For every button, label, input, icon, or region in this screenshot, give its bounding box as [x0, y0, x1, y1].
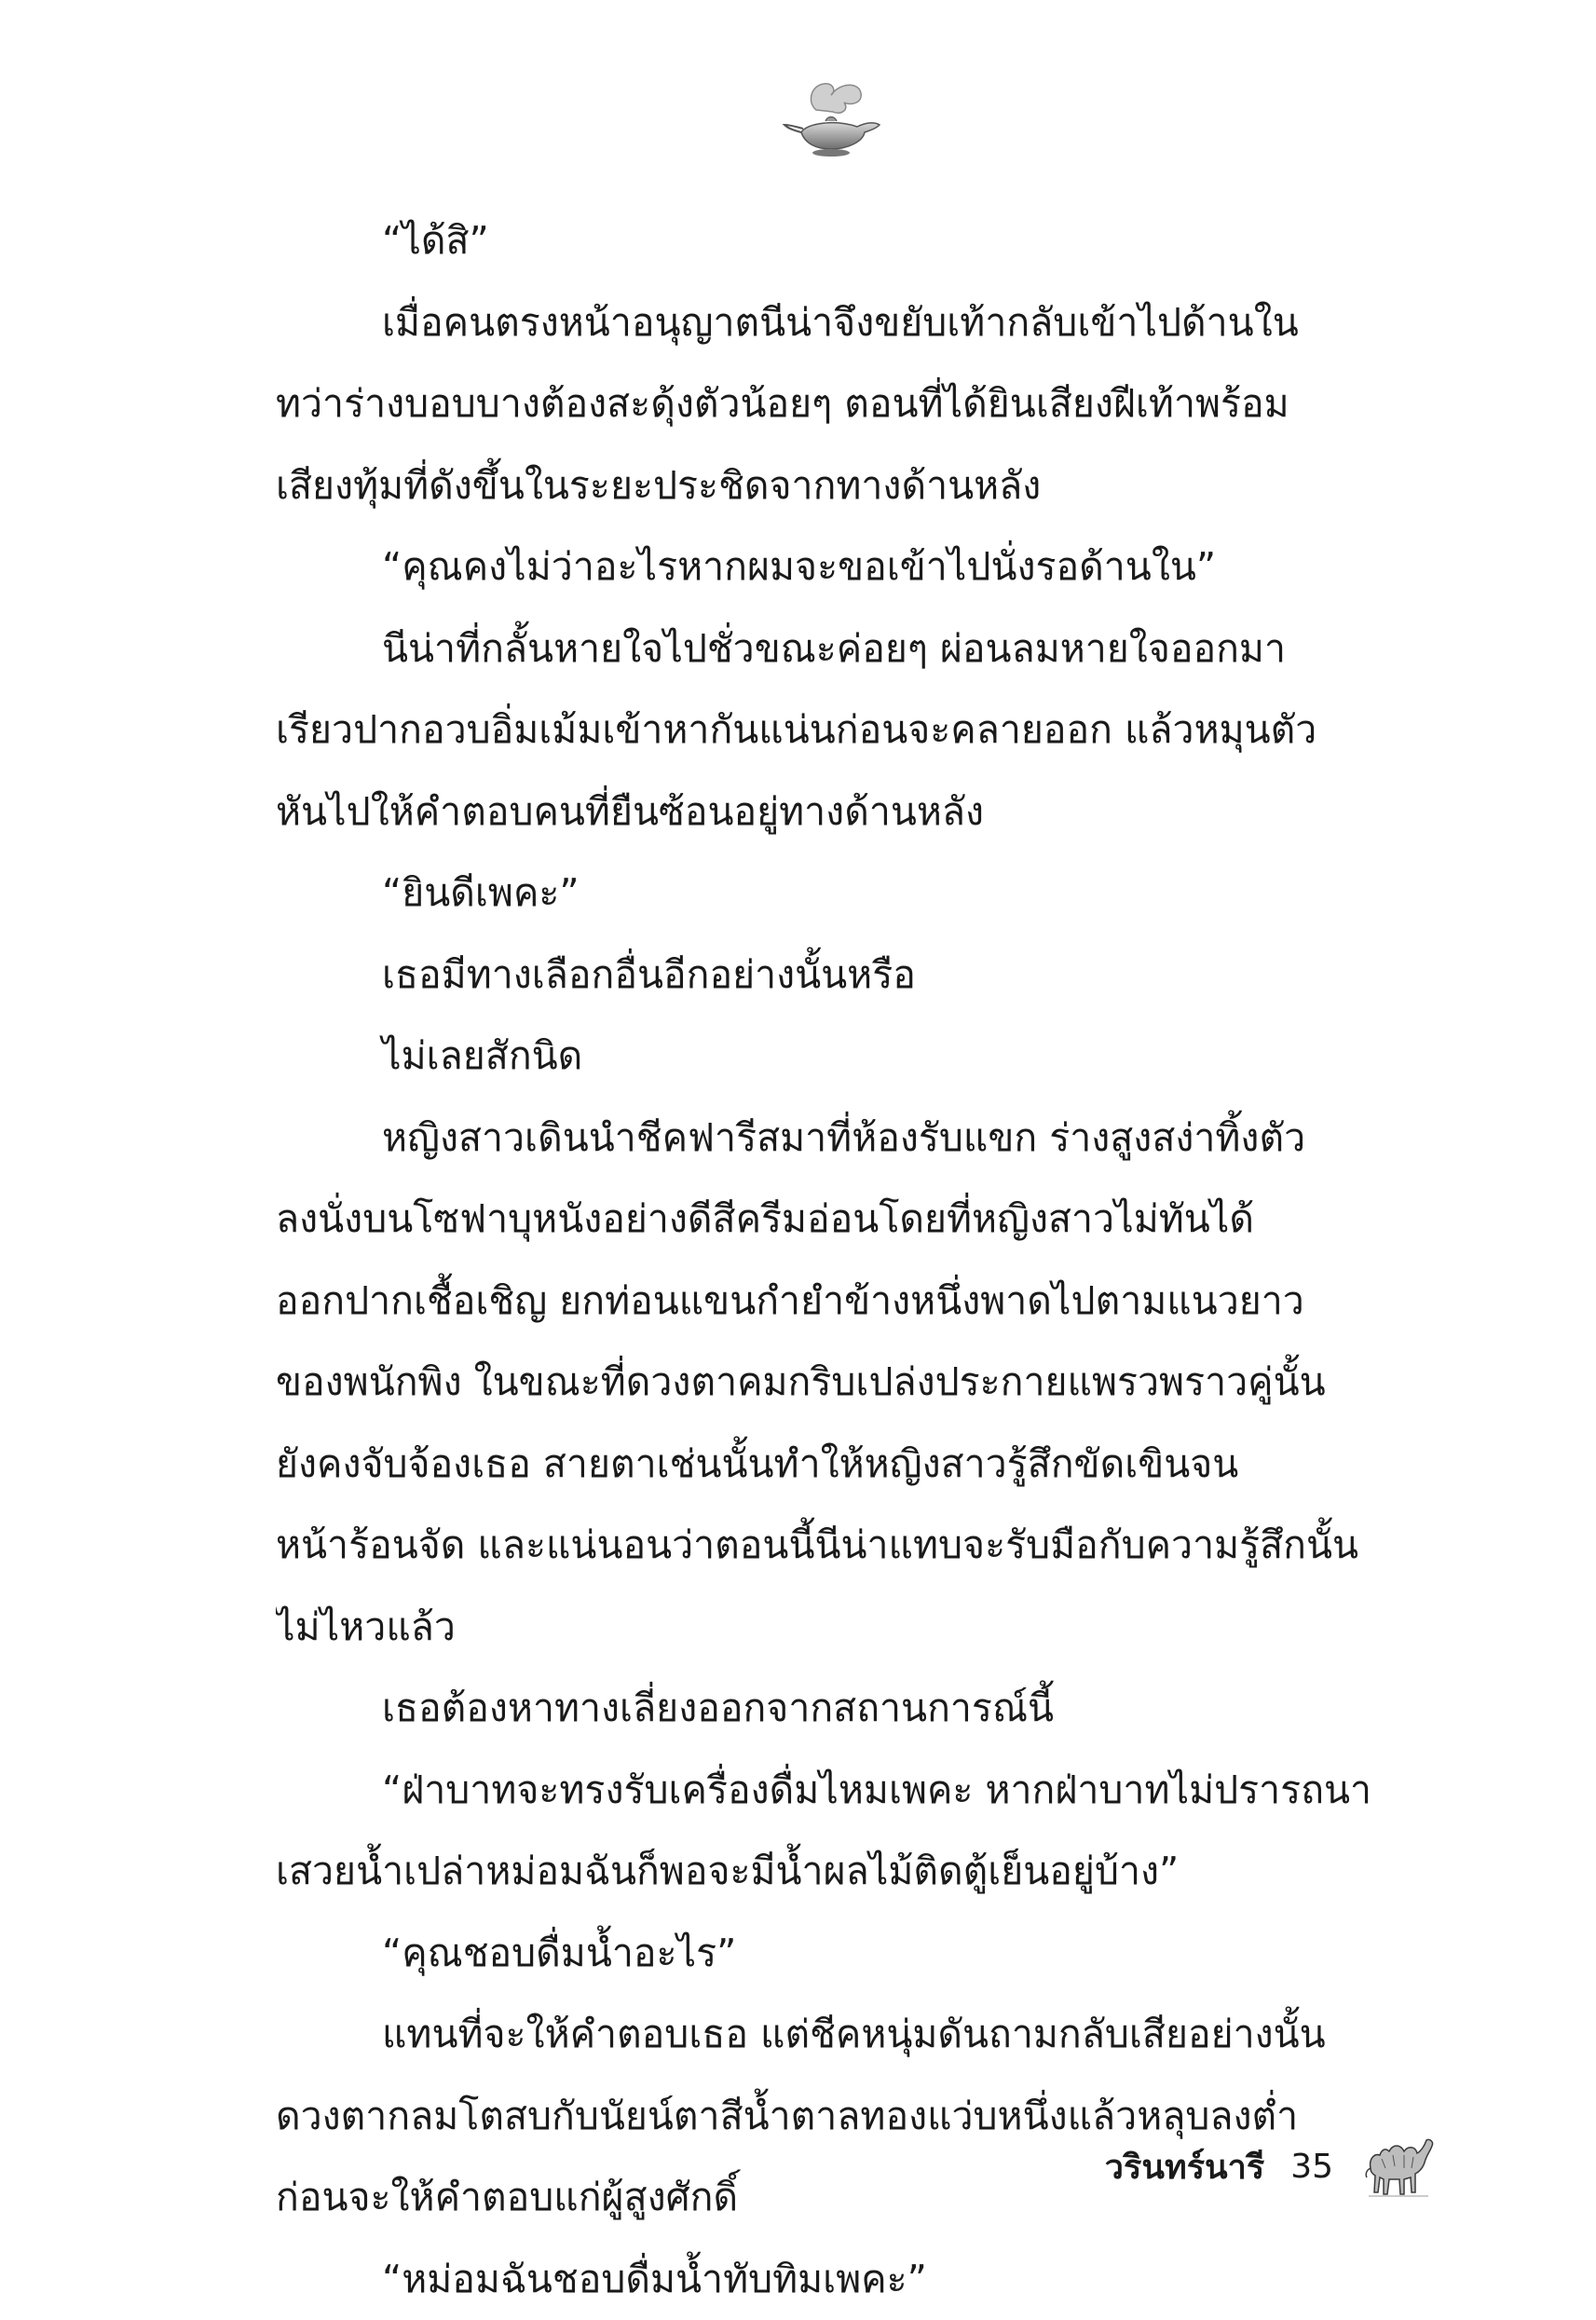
text-line: หันไปให้คำตอบคนที่ยืนซ้อนอยู่ทางด้านหลัง — [276, 771, 1412, 853]
text-line: หญิงสาวเดินนำชีคฟารีสมาที่ห้องรับแขก ร่างสูงสง่าทิ้งตัว — [276, 1098, 1412, 1180]
text-line: นีน่าที่กลั้นหายใจไปชั่วขณะค่อยๆ ผ่อนลมหายใจออกมา — [276, 608, 1412, 690]
text-line: ไม่เลยสักนิด — [276, 1016, 1412, 1098]
text-line: ทว่าร่างบอบบางต้องสะดุ้งตัวน้อยๆ ตอนที่ได้ยินเสียงฝีเท้าพร้อม — [276, 363, 1412, 445]
text-line: “คุณคงไม่ว่าอะไรหากผมจะขอเข้าไปนั่งรอด้านใน” — [276, 526, 1412, 608]
text-line: แทนที่จะให้คำตอบเธอ แต่ชีคหนุ่มดันถามกลับเสียอย่างนั้น — [276, 1994, 1412, 2076]
page-footer — [1105, 2129, 1436, 2204]
text-line: เรียวปากอวบอิ่มเม้มเข้าหากันแน่นก่อนจะคลายออก แล้วหมุนตัว — [276, 689, 1412, 771]
book-title: วรินทร์นารี — [1105, 2140, 1264, 2193]
text-line: ออกปากเชื้อเชิญ ยกท่อนแขนกำยำข้างหนึ่งพาดไปตามแนวยาว — [276, 1261, 1412, 1343]
text-line: ลงนั่งบนโซฟาบุหนังอย่างดีสีครีมอ่อนโดยที่หญิงสาวไม่ทันได้ — [276, 1179, 1412, 1261]
text-line: ไม่ไหวแล้ว — [276, 1587, 1412, 1669]
text-line: “หม่อมฉันชอบดื่มน้ำทับทิมเพคะ” — [276, 2239, 1412, 2320]
text-line: เธอมีทางเลือกอื่นอีกอย่างนั้นหรือ — [276, 935, 1412, 1017]
text-line: ก่อนจะให้คำตอบแก่ผู้สูงศักดิ์ — [276, 2157, 1412, 2239]
camel-icon — [1361, 2131, 1436, 2202]
text-line: เสวยน้ำเปล่าหม่อมฉันก็พอจะมีน้ำผลไม้ติดตู้เย็นอยู่บ้าง” — [276, 1831, 1412, 1913]
text-line: ยังคงจับจ้องเธอ สายตาเช่นนั้นทำให้หญิงสาวรู้สึกขัดเขินจน — [276, 1424, 1412, 1506]
text-line: เมื่อคนตรงหน้าอนุญาตนีน่าจึงขยับเท้ากลับเข้าไปด้านใน — [276, 282, 1412, 364]
text-line: “คุณชอบดื่มน้ำอะไร” — [276, 1913, 1412, 1995]
genie-lamp-icon — [779, 75, 891, 168]
text-line: ของพนักพิง ในขณะที่ดวงตาคมกริบเปล่งประกายแพรวพราวคู่นั้น — [276, 1342, 1412, 1424]
text-line: “ฝ่าบาทจะทรงรับเครื่องดื่มไหมเพคะ หากฝ่าบาทไม่ปรารถนา — [276, 1750, 1412, 1832]
text-line: หน้าร้อนจัด และแน่นอนว่าตอนนี้นีน่าแทบจะรับมือกับความรู้สึกนั้น — [276, 1505, 1412, 1587]
page-number: 35 — [1290, 2148, 1333, 2186]
text-line: เธอต้องหาทางเลี่ยงออกจากสถานการณ์นี้ — [276, 1668, 1412, 1750]
text-line: “ได้สิ” — [276, 200, 1412, 282]
text-line: “ยินดีเพคะ” — [276, 853, 1412, 935]
text-line: ดวงตากลมโตสบกับนัยน์ตาสีน้ำตาลทองแว่บหนึ่งแล้วหลุบลงต่ำ — [276, 2076, 1412, 2158]
text-line: เสียงทุ้มที่ดังขึ้นในระยะประชิดจากทางด้านหลัง — [276, 445, 1412, 527]
chapter-body — [276, 200, 1412, 2320]
